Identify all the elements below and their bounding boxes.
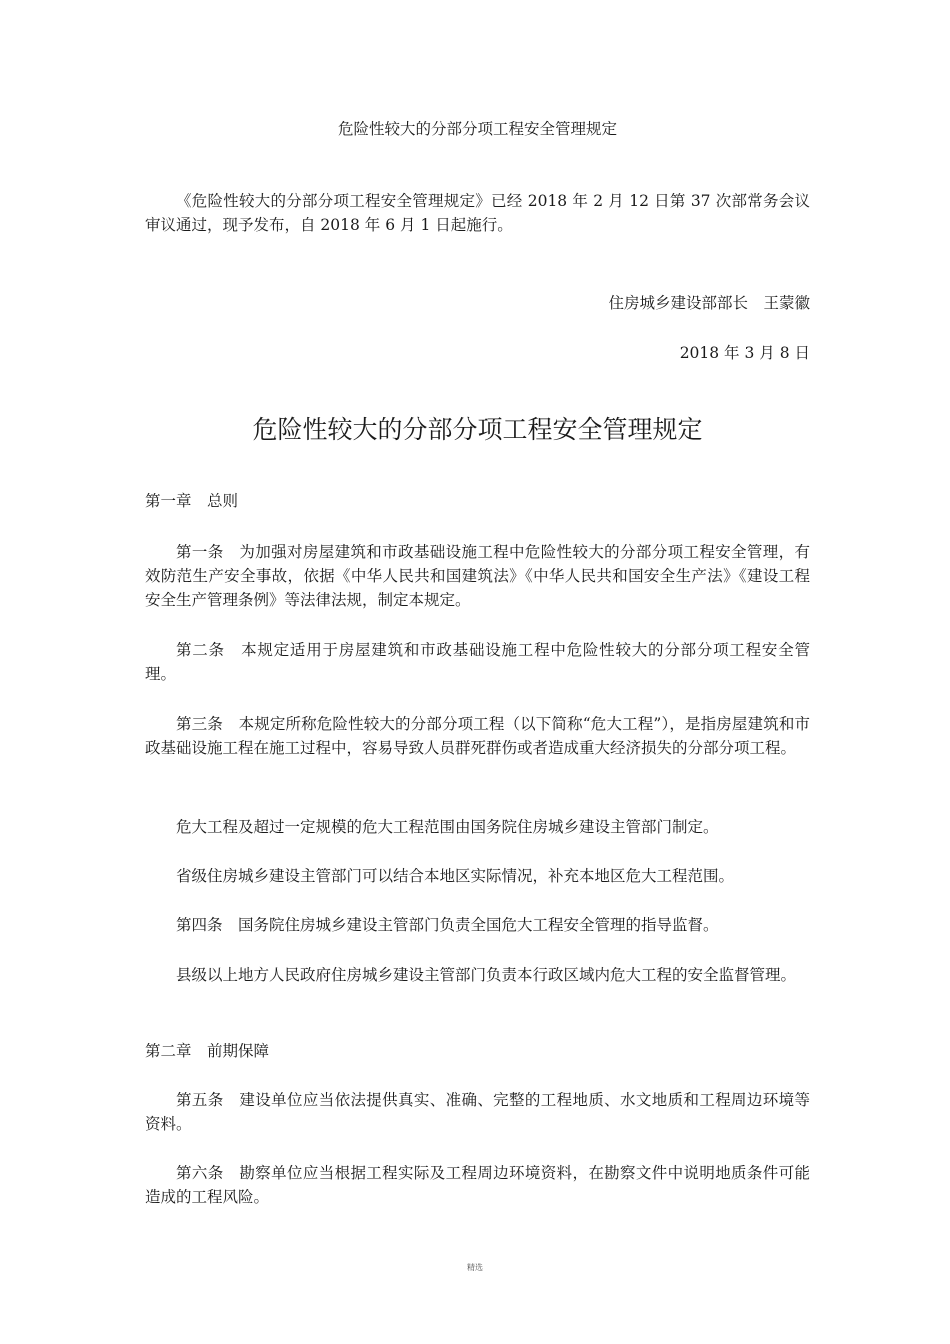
date: 2018 年 3 月 8 日 [679,344,810,362]
article-4: 第四条 国务院住房城乡建设主管部门负责全国危大工程安全管理的指导监督。 [176,916,719,934]
article-3-paragraph-3: 省级住房城乡建设主管部门可以结合本地区实际情况，补充本地区危大工程范围。 [176,867,735,885]
article-4-paragraph-2: 县级以上地方人民政府住房城乡建设主管部门负责本行政区域内危大工程的安全监督管理。 [176,966,797,984]
article-3: 第三条 本规定所称危险性较大的分部分项工程（以下简称“危大工程”），是指房屋建筑和市政基础设施工程在施工过程中，容易导致人员群死群伤或者造成重大经济损失的分部分项工程。 [145,715,810,757]
article-2: 第二条 本规定适用于房屋建筑和市政基础设施工程中危险性较大的分部分项工程安全管理。 [145,641,810,683]
announcement-paragraph: 《危险性较大的分部分项工程安全管理规定》已经 2018 年 2 月 12 日第 37 次部常务会议审议通过，现予发布，自 2018 年 6 月 1 日起施行。 [145,192,810,234]
chapter-heading-2: 第二章 前期保障 [145,1042,270,1060]
article-3-paragraph-2: 危大工程及超过一定规模的危大工程范围由国务院住房城乡建设主管部门制定。 [176,818,719,836]
page-footer: 精选 [467,1263,483,1272]
article-1: 第一条 为加强对房屋建筑和市政基础设施工程中危险性较大的分部分项工程安全管理，有效防范生产安全事故，依据《中华人民共和国建筑法》《中华人民共和国安全生产法》《建设工程安全生产管理条例》等法律法规，制定本规定。 [145,543,810,609]
header-title: 危险性较大的分部分项工程安全管理规定 [337,120,617,138]
chapter-heading-1: 第一章 总则 [145,492,239,510]
article-5: 第五条 建设单位应当依法提供真实、准确、完整的工程地质、水文地质和工程周边环境等资料。 [145,1091,810,1133]
signature: 住房城乡建设部部长 王蒙徽 [608,294,810,312]
article-6: 第六条 勘察单位应当根据工程实际及工程周边环境资料，在勘察文件中说明地质条件可能造成的工程风险。 [145,1164,810,1206]
document-title: 危险性较大的分部分项工程安全管理规定 [252,415,703,444]
